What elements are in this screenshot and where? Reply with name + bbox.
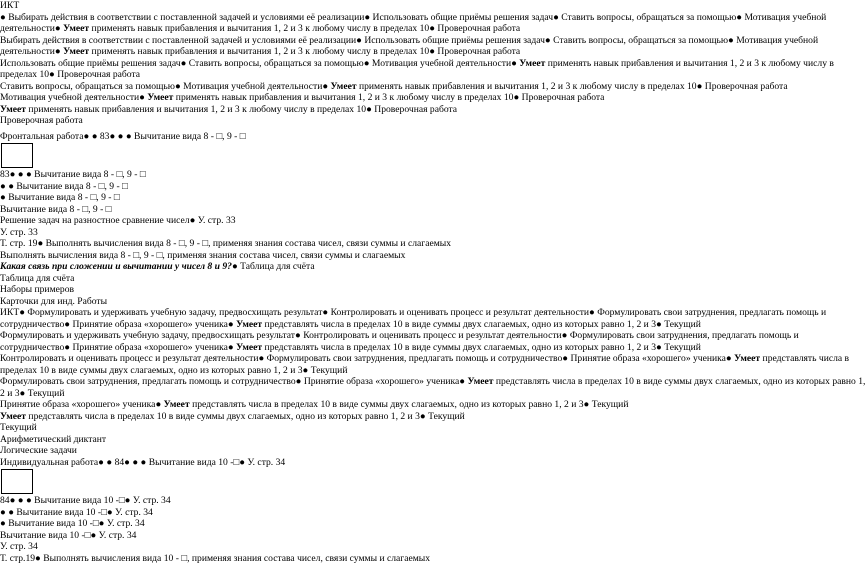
line-text: Формулировать и удерживать учебную задачу, предвосхищать результат● Контролировать и оценивать процесс и результат деятельности● Формулировать свои затруднения, предлагать помощь и xyxy=(0,330,799,341)
line-text: Вычитание вида 10 -□● У. стр. 34 xyxy=(0,530,136,541)
line-text: Таблица для счёта xyxy=(0,273,74,284)
bold-keyword: Умеет xyxy=(0,411,26,422)
text-line xyxy=(0,181,816,193)
line-text: Ставить вопросы, обращаться за помощью● Мотивация учебной деятельности● xyxy=(0,81,331,92)
line-text: 83● ● ● Вычитание вида 8 - □, 9 - □ xyxy=(0,169,146,180)
text-line xyxy=(0,530,816,542)
text-line xyxy=(0,250,816,262)
line-text: Мотивация учебной деятельности● xyxy=(0,92,147,103)
text-line xyxy=(0,12,816,24)
line-text: ● Вычитание вида 8 - □, 9 - □ xyxy=(0,192,120,203)
line-text: Принятие образа «хорошего» ученика● xyxy=(0,399,164,410)
bold-keyword: Умеет xyxy=(236,342,262,353)
text-line xyxy=(0,296,816,308)
text-line xyxy=(0,353,816,365)
bold-keyword: Умеет xyxy=(519,58,545,69)
line-text: ● Вычитание вида 10 -□● У. стр. 34 xyxy=(0,518,145,529)
text-line xyxy=(0,422,816,434)
text-line xyxy=(0,204,816,216)
text-line xyxy=(0,46,816,58)
text-line xyxy=(0,23,816,35)
text-line xyxy=(0,541,816,553)
text-line xyxy=(0,319,816,331)
bold-italic-question: Какая связь при сложении и вычитании у чисел 8 и 9? xyxy=(0,261,232,272)
text-line xyxy=(0,376,816,388)
bold-keyword: Умеет xyxy=(0,104,26,115)
line-text: применять навык прибавления и вычитания 1, 2 и 3 к любому числу в пределах 10● Проверочная работа xyxy=(26,104,457,115)
bold-keyword: Умеет xyxy=(467,376,493,387)
text-line xyxy=(0,104,816,116)
line-text: Карточки для инд. Работы xyxy=(0,296,107,307)
line-text: представлять числа в пределах 10 в виде суммы двух слагаемых, одно из которых равно 1, 2 и 3● Текущий xyxy=(26,411,465,422)
line-text: применять навык прибавления и вычитания 1, 2 и 3 к любому числу в пределах 10● Проверочная работа xyxy=(357,81,788,92)
text-line xyxy=(0,0,816,12)
line-text: применять навык прибавления и вычитания 1, 2 и 3 к любому числу в пределах 10● Проверочная работа xyxy=(173,92,604,103)
text-line xyxy=(0,58,816,70)
line-text: Вычитание вида 8 - □, 9 - □ xyxy=(0,204,111,215)
line-text: Фронтальная работа● ● 83● ● ● Вычитание вида 8 - □, 9 - □ xyxy=(0,131,246,142)
line-text: Решение задач на разностное сравнение чисел● У. стр. 33 xyxy=(0,215,236,226)
line-text: ● ● Вычитание вида 10 -□● У. стр. 34 xyxy=(0,507,153,518)
line-text: Логические задачи xyxy=(0,445,77,456)
text-line xyxy=(0,81,816,93)
text-line xyxy=(0,307,816,319)
text-line xyxy=(0,507,816,519)
line-text: ● Выбирать действия в соответствии с поставленной задачей и условиями её реализации● Использовать общие приёмы решения задач● Ставить вопросы, обращаться за помощью● Мотивация учебной xyxy=(0,12,826,23)
line-text: Наборы примеров xyxy=(0,284,74,295)
text-line xyxy=(0,227,816,239)
text-line xyxy=(0,518,816,530)
line-text: применять навык прибавления и вычитания 1, 2 и 3 к любому числу в xyxy=(545,58,834,69)
line-text: сотрудничество● Принятие образа «хорошего» ученика● xyxy=(0,319,236,330)
text-line xyxy=(0,553,816,564)
line-text: Индивидуальная работа● ● 84● ● ● Вычитание вида 10 -□● У. стр. 34 xyxy=(0,457,285,468)
line-text: Арифметический диктант xyxy=(0,434,106,445)
line-text: ИКТ● Формулировать и удерживать учебную задачу, предвосхищать результат● Контролировать и оценивать процесс и результат деятельности● Формулировать свои затруднения, предлагать помощь и xyxy=(0,307,826,318)
line-text: Т. стр.19● Выполнять вычисления вида 10 - □, применяя знания состава чисел, связи суммы и слагаемых xyxy=(0,553,430,564)
text-line xyxy=(0,365,816,377)
text-line xyxy=(0,273,816,285)
line-text: Выбирать действия в соответствии с поставленной задачей и условиями её реализации● Использовать общие приёмы решения задач● Ставить вопросы, обращаться за помощью● Мотивация учебной xyxy=(0,35,818,46)
empty-table-cell xyxy=(1,143,33,168)
line-text: Формулировать свои затруднения, предлагать помощь и сотрудничество● Принятие образа «хорошего» ученика● xyxy=(0,376,467,387)
line-text: Т. стр. 19● Выполнять вычисления вида 8 - □, 9 - □, применяя знания состава чисел, связи суммы и слагаемых xyxy=(0,238,451,249)
empty-table-cell xyxy=(1,469,33,494)
text-line xyxy=(0,69,816,81)
line-text: Проверочная работа xyxy=(0,115,83,126)
line-text: пределах 10 в виде суммы двух слагаемых, одно из которых равно 1, 2 и 3● Текущий xyxy=(0,365,347,376)
text-line xyxy=(0,261,816,273)
text-line xyxy=(0,457,816,469)
line-text: представлять числа в пределах 10 в виде суммы двух слагаемых, одно из которых равно 1, xyxy=(494,376,865,387)
bold-keyword: Умеет xyxy=(331,81,357,92)
line-text: деятельности● xyxy=(0,46,63,57)
line-text: Выполнять вычисления вида 8 - □, 9 - □, применяя знания состава чисел, связи суммы и слагаемых xyxy=(0,250,405,261)
bold-keyword: Умеет xyxy=(147,92,173,103)
text-line xyxy=(0,115,816,127)
line-text: представлять числа в пределах 10 в виде суммы двух слагаемых, одно из которых равно 1, 2 и 3● Текущий xyxy=(190,399,629,410)
bold-keyword: Умеет xyxy=(236,319,262,330)
text-line xyxy=(0,169,816,181)
text-line xyxy=(0,388,816,400)
text-line xyxy=(0,445,816,457)
text-line xyxy=(0,399,816,411)
line-text: представлять числа в пределах 10 в виде суммы двух слагаемых, одно из которых равно 1, 2 и 3● Текущий xyxy=(262,342,701,353)
line-text: Использовать общие приёмы решения задач● Ставить вопросы, обращаться за помощью● Мотивация учебной деятельности● xyxy=(0,58,519,69)
line-text: применять навык прибавления и вычитания 1, 2 и 3 к любому числу в пределах 10● Проверочная работа xyxy=(89,23,520,34)
bold-keyword: Умеет xyxy=(164,399,190,410)
text-line xyxy=(0,92,816,104)
text-line xyxy=(0,238,816,250)
line-text: ● Таблица для счёта xyxy=(232,261,315,272)
line-text: деятельности● xyxy=(0,23,63,34)
text-line xyxy=(0,215,816,227)
line-text: пределах 10● Проверочная работа xyxy=(0,69,140,80)
line-text: Текущий xyxy=(0,422,37,433)
text-line xyxy=(0,192,816,204)
line-text: ● ● Вычитание вида 8 - □, 9 - □ xyxy=(0,181,128,192)
line-text: применять навык прибавления и вычитания 1, 2 и 3 к любому числу в пределах 10● Проверочная работа xyxy=(89,46,520,57)
line-text: У. стр. 34 xyxy=(0,541,38,552)
text-line xyxy=(0,495,816,507)
text-line xyxy=(0,330,816,342)
text-line xyxy=(0,342,816,354)
text-line xyxy=(0,411,816,423)
line-text: 84● ● ● Вычитание вида 10 -□● У. стр. 34 xyxy=(0,495,171,506)
line-text: Контролировать и оценивать процесс и результат деятельности● Формулировать свои затруднения, предлагать помощь и сотрудничество● Принятие образа «хорошего» ученика● xyxy=(0,353,734,364)
line-text: представлять числа в xyxy=(760,353,849,364)
line-text: сотрудничество● Принятие образа «хорошего» ученика● xyxy=(0,342,236,353)
text-line xyxy=(0,284,816,296)
line-text: У. стр. 33 xyxy=(0,227,38,238)
text-line xyxy=(0,434,816,446)
bold-keyword: Умеет xyxy=(63,23,89,34)
line-text: представлять числа в пределах 10 в виде суммы двух слагаемых, одно из которых равно 1, 2 и 3● Текущий xyxy=(262,319,701,330)
bold-keyword: Умеет xyxy=(734,353,760,364)
line-text: ИКТ xyxy=(0,0,19,11)
text-line xyxy=(0,35,816,47)
line-text: 2 и 3● Текущий xyxy=(0,388,64,399)
text-line xyxy=(0,131,816,143)
bold-keyword: Умеет xyxy=(63,46,89,57)
